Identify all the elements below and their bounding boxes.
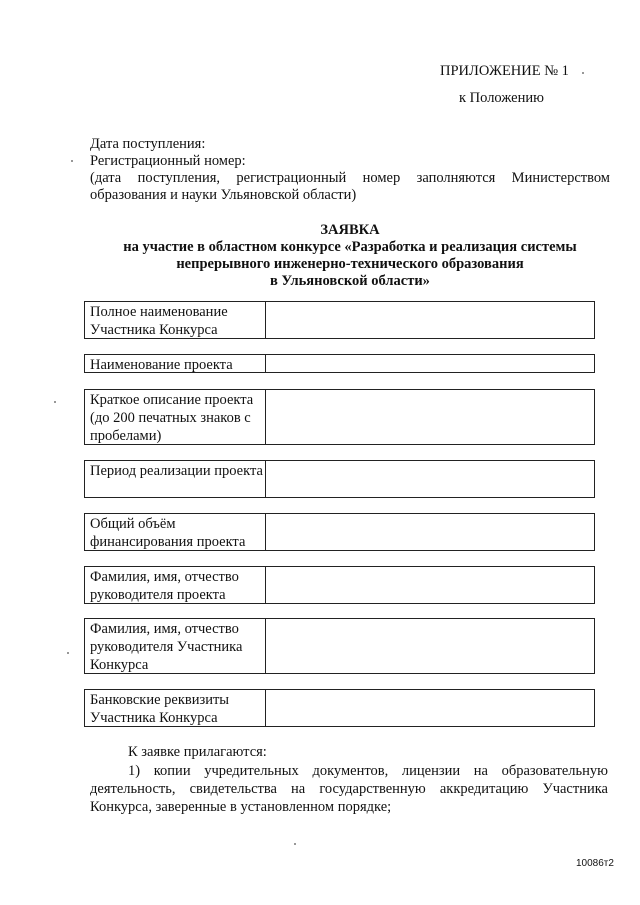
annex-subtitle: к Положению	[459, 90, 544, 106]
field-value[interactable]	[266, 514, 594, 550]
scan-speck	[71, 160, 73, 162]
field-participant-name	[84, 301, 595, 339]
document-code: 10086т2	[576, 858, 614, 869]
field-label: Период реализации проекта	[85, 461, 266, 497]
field-participant-leader	[84, 618, 595, 674]
field-label: Банковские реквизиты Участника Конкурса	[85, 690, 266, 726]
attachments-heading: К заявке прилагаются:	[128, 744, 267, 760]
field-value[interactable]	[266, 355, 594, 372]
field-bank-details	[84, 689, 595, 727]
field-label: Наименование проекта	[85, 355, 266, 372]
field-project-description	[84, 389, 595, 445]
field-value[interactable]	[266, 390, 594, 444]
scan-speck	[294, 843, 296, 845]
attachment-item-1	[90, 762, 608, 816]
application-subtitle-line-3: в Ульяновской области»	[270, 273, 430, 289]
registration-number-label: Регистрационный номер:	[90, 153, 246, 169]
receipt-info	[90, 136, 610, 204]
annex-title: ПРИЛОЖЕНИЕ № 1	[440, 63, 569, 79]
field-label: Краткое описание проекта (до 200 печатных знаков с пробелами)	[85, 390, 266, 444]
field-value[interactable]	[266, 619, 594, 673]
field-value[interactable]	[266, 567, 594, 603]
receipt-date-label: Дата поступления:	[90, 136, 206, 152]
application-heading	[90, 222, 610, 290]
application-subtitle-line-1: на участие в областном конкурсе «Разработка и реализация системы	[123, 239, 577, 255]
scan-speck	[54, 401, 56, 403]
attachment-item-1-text: 1) копии учредительных документов, лицензии на образовательную деятельность, свидетельства на государственную аккредитацию Участника Конкурса, заверенные в установленном порядке;	[90, 763, 608, 815]
application-title: ЗАЯВКА	[320, 222, 380, 238]
field-label: Фамилия, имя, отчество руководителя Участника Конкурса	[85, 619, 266, 673]
field-label: Фамилия, имя, отчество руководителя проекта	[85, 567, 266, 603]
scan-speck	[582, 72, 584, 74]
field-project-name	[84, 354, 595, 373]
field-funding-volume	[84, 513, 595, 551]
field-label: Общий объём финансирования проекта	[85, 514, 266, 550]
field-label: Полное наименование Участника Конкурса	[85, 302, 266, 338]
scan-speck	[67, 652, 69, 654]
field-value[interactable]	[266, 690, 594, 726]
field-value[interactable]	[266, 302, 594, 338]
application-subtitle-line-2: непрерывного инженерно-технического образования	[176, 256, 524, 272]
field-value[interactable]	[266, 461, 594, 497]
field-project-leader	[84, 566, 595, 604]
receipt-note: (дата поступления, регистрационный номер заполняются Министерством образования и науки Ульяновской области)	[90, 170, 610, 203]
field-implementation-period	[84, 460, 595, 498]
